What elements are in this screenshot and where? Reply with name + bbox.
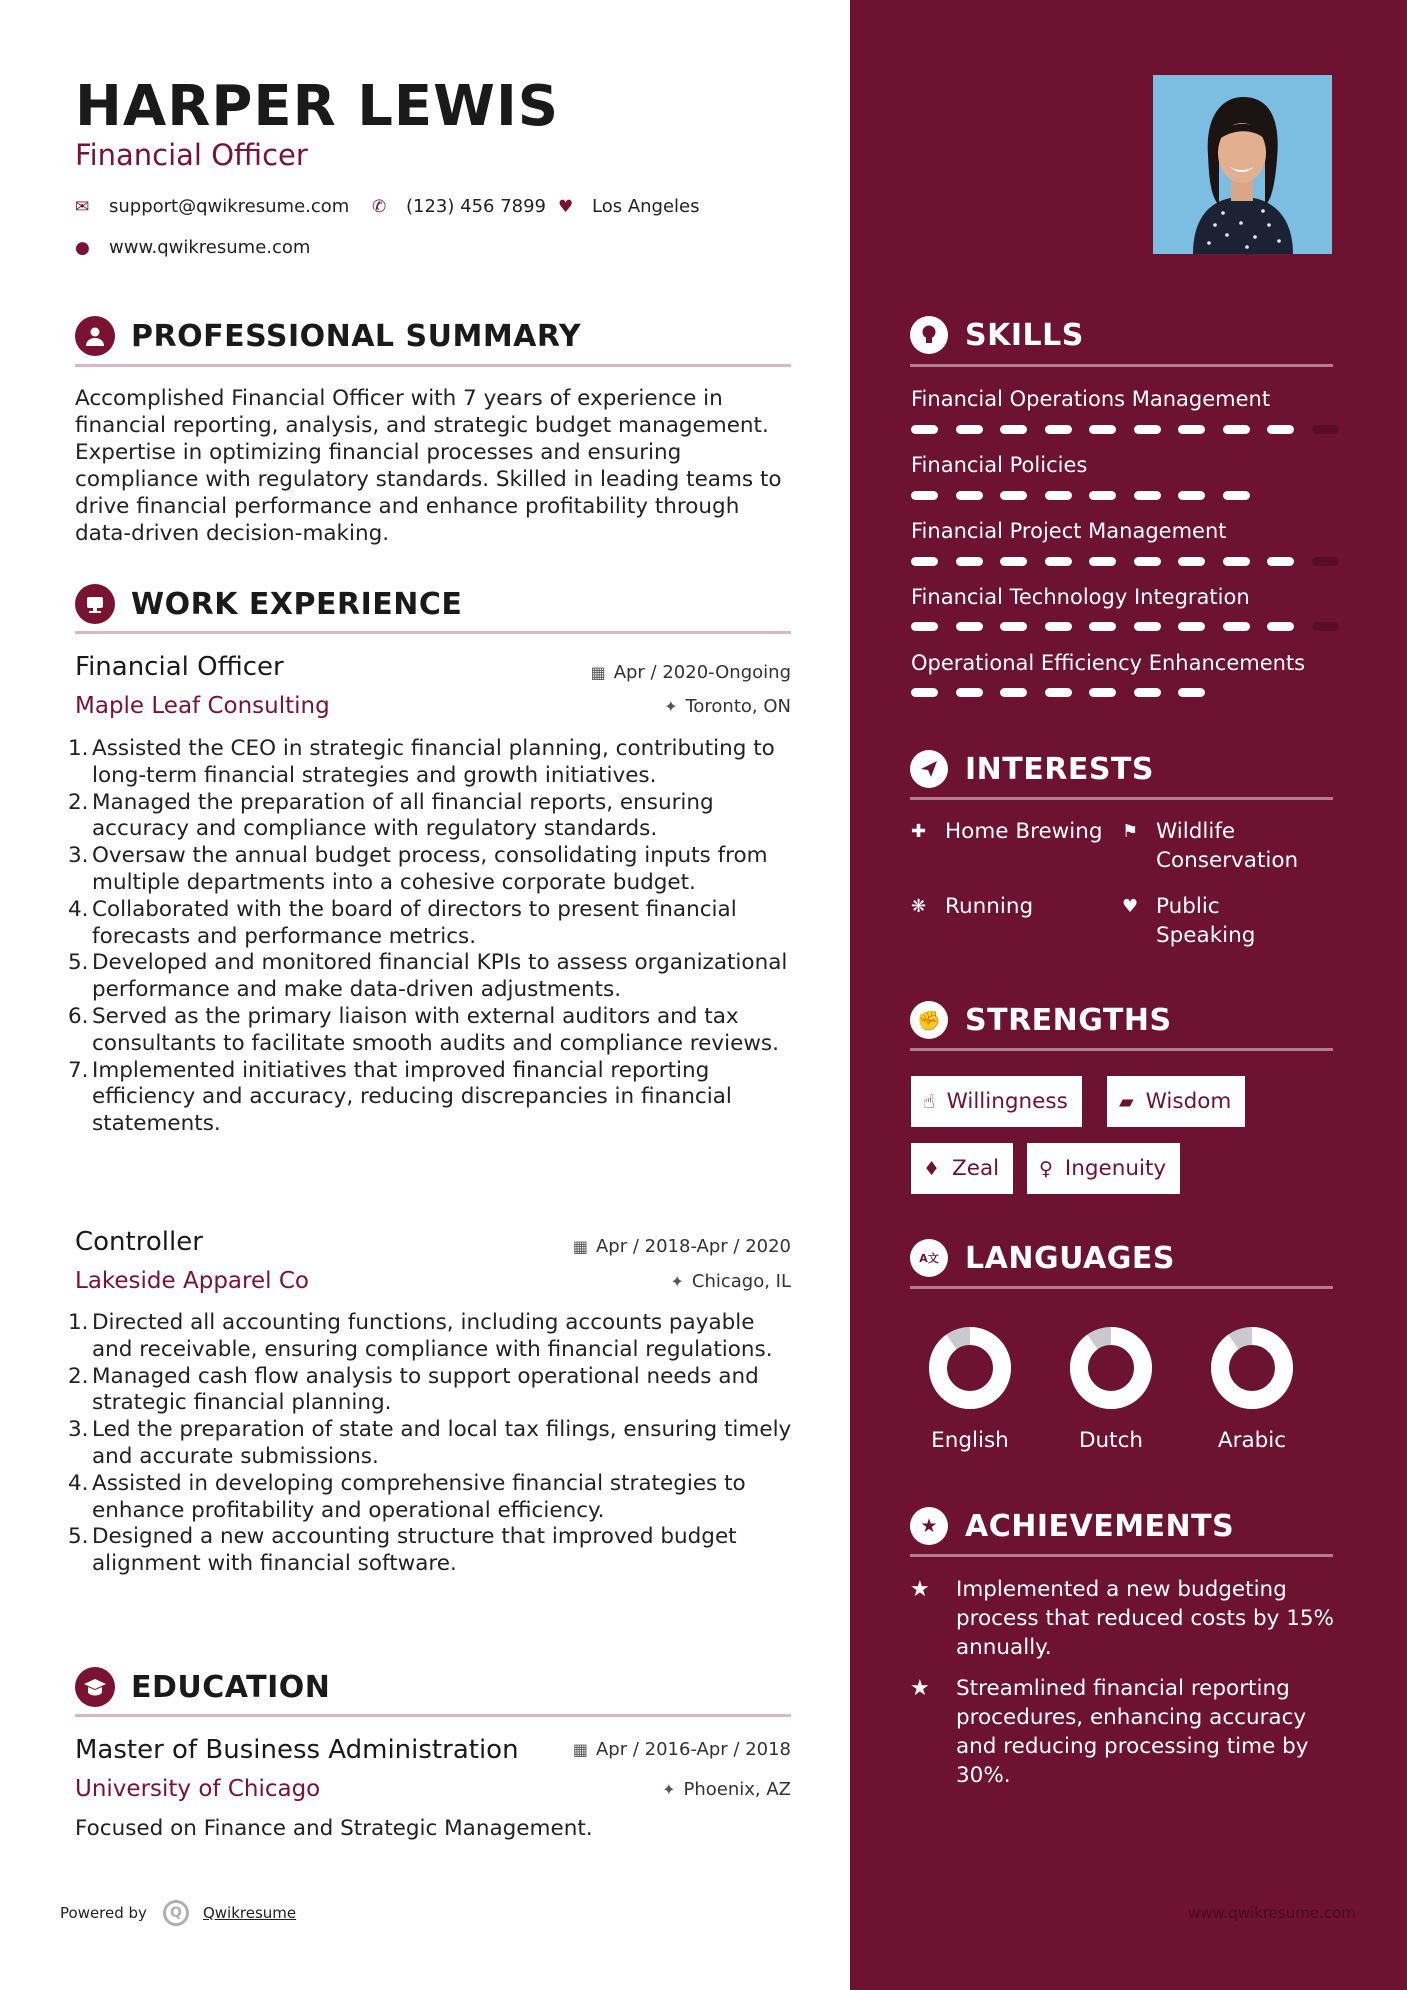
skill-level-dash bbox=[1045, 491, 1072, 500]
footer-url[interactable]: www.qwikresume.com bbox=[1188, 1904, 1356, 1922]
skill-level-dash bbox=[1178, 622, 1205, 631]
skill-level-dash bbox=[1178, 557, 1205, 566]
graduation-cap-icon bbox=[75, 1667, 115, 1707]
job-dates: ▦ Apr / 2018-Apr / 2020 bbox=[572, 1236, 791, 1257]
book-icon: ▰ bbox=[1119, 1090, 1134, 1113]
phone-text: (123) 456 7899 bbox=[406, 196, 547, 217]
profile-photo bbox=[1153, 75, 1332, 254]
skill-level-dash bbox=[1045, 425, 1072, 434]
list-item: 2. Managed the preparation of all financial reports, ensuring accuracy and compliance with regulatory standards. bbox=[68, 789, 714, 842]
skill-level-dash bbox=[1178, 425, 1205, 434]
envelope-icon: ✉ bbox=[75, 196, 90, 217]
education-title: EDUCATION bbox=[131, 1669, 331, 1705]
calendar-icon: ▦ bbox=[590, 663, 606, 682]
list-item: 1. Assisted the CEO in strategic financial planning, contributing to long-term financial strategies and growth initiatives. bbox=[68, 736, 775, 788]
flag-icon: ⚑ bbox=[1122, 821, 1139, 842]
skill-level-dash bbox=[1000, 622, 1027, 631]
location-text: Los Angeles bbox=[592, 196, 700, 217]
job-bullets bbox=[68, 1310, 798, 1578]
skill-level-dash bbox=[956, 491, 983, 500]
interest-item: ♥ Public Speaking bbox=[1122, 894, 1256, 948]
strengths-title: STRENGTHS bbox=[965, 1002, 1172, 1038]
divider bbox=[75, 364, 791, 367]
heart-icon: ♥ bbox=[1122, 896, 1139, 917]
donut-fill bbox=[1220, 1336, 1284, 1400]
education-note: Focused on Finance and Strategic Management. bbox=[75, 1816, 593, 1841]
fist-icon: ✊ bbox=[910, 1001, 948, 1039]
language-icon: A文 bbox=[910, 1239, 948, 1277]
calendar-icon: ▦ bbox=[572, 1740, 588, 1759]
education-heading bbox=[75, 1667, 330, 1707]
puzzle-icon: ✚ bbox=[911, 821, 927, 842]
pin-icon: ✦ bbox=[664, 697, 678, 716]
skill-level-dash bbox=[911, 557, 938, 566]
skill-level-dash bbox=[1045, 557, 1072, 566]
interests-title: INTERESTS bbox=[965, 751, 1154, 787]
languages-title: LANGUAGES bbox=[965, 1240, 1175, 1276]
star-icon: ★ bbox=[910, 1577, 930, 1602]
interest-item: ❋ Running bbox=[911, 894, 1034, 919]
job-company: Lakeside Apparel Co bbox=[75, 1268, 309, 1294]
skill-level-dash bbox=[1312, 425, 1339, 434]
skill-level-dash bbox=[911, 491, 938, 500]
list-item: 1. Directed all accounting functions, including accounts payable and receivable, ensuring compliance with financial regulations. bbox=[68, 1310, 773, 1362]
summary-title: PROFESSIONAL SUMMARY bbox=[131, 318, 582, 354]
experience-title: WORK EXPERIENCE bbox=[131, 586, 463, 622]
map-pin-icon: ♥ bbox=[558, 196, 574, 217]
contact-website[interactable] bbox=[75, 237, 310, 258]
interest-item: ✚ Home Brewing bbox=[911, 819, 1103, 844]
interests-heading bbox=[910, 750, 1154, 788]
brand-link[interactable]: Qwikresume bbox=[202, 1904, 297, 1922]
email-text: support@qwikresume.com bbox=[109, 196, 350, 217]
skill-level-dash bbox=[1089, 688, 1116, 697]
languages-heading bbox=[910, 1239, 1175, 1277]
skill-level-dash bbox=[1223, 491, 1250, 500]
language-name: Dutch bbox=[1078, 1428, 1144, 1453]
list-item: 5. Designed a new accounting structure that improved budget alignment with financial software. bbox=[68, 1524, 737, 1577]
divider bbox=[75, 631, 791, 634]
contact-phone[interactable] bbox=[372, 196, 546, 217]
divider bbox=[910, 797, 1333, 800]
qwikresume-logo-icon: Q bbox=[163, 1900, 189, 1926]
skill-level-dash bbox=[1089, 557, 1116, 566]
language-level-donut bbox=[1210, 1326, 1294, 1410]
strengths-heading bbox=[910, 1001, 1172, 1039]
skill-level-dash bbox=[911, 622, 938, 631]
list-item: 7. Implemented initiatives that improved financial reporting efficiency and accuracy, reducing discrepancies in financial statements. bbox=[68, 1057, 732, 1137]
skill-level-dash bbox=[1089, 425, 1116, 434]
skill-level-dash bbox=[1223, 557, 1250, 566]
list-item: 6. Served as the primary liaison with external auditors and tax consultants to facilitate smooth audits and compliance reviews. bbox=[68, 1003, 779, 1056]
education-location: ✦ Phoenix, AZ bbox=[662, 1779, 791, 1800]
achievements-title: ACHIEVEMENTS bbox=[965, 1508, 1235, 1544]
interest-item: ⚑ Wildlife Conservation bbox=[1122, 819, 1299, 873]
achievement-item: ★ Streamlined financial reporting procedures, enhancing accuracy and reducing processing time by 30%. bbox=[910, 1676, 1309, 1788]
job-location: ✦ Chicago, IL bbox=[670, 1271, 791, 1292]
job-location: ✦ Toronto, ON bbox=[664, 696, 791, 717]
website-text: www.qwikresume.com bbox=[109, 237, 311, 258]
skill-level-dash bbox=[956, 622, 983, 631]
contact-location bbox=[558, 196, 700, 217]
skill-level-dash bbox=[1312, 622, 1339, 631]
pin-icon: ✦ bbox=[670, 1272, 684, 1291]
skill-level-dash bbox=[1000, 425, 1027, 434]
language-level-donut bbox=[1069, 1326, 1153, 1410]
user-icon bbox=[75, 316, 115, 356]
skill-level-dash bbox=[1134, 491, 1161, 500]
skill-level-dash bbox=[956, 425, 983, 434]
language-name: English bbox=[931, 1428, 1009, 1453]
strength-chip: ☝ Willingness bbox=[911, 1076, 1082, 1127]
skill-level-dash bbox=[1134, 688, 1161, 697]
skill-level-dash bbox=[1089, 491, 1116, 500]
skill-level-dash bbox=[1267, 425, 1294, 434]
language-level-donut bbox=[928, 1326, 1012, 1410]
education-dates: ▦ Apr / 2016-Apr / 2018 bbox=[572, 1739, 791, 1760]
degree-title: Master of Business Administration bbox=[75, 1735, 519, 1765]
pin-icon: ✦ bbox=[662, 1780, 676, 1799]
job-company: Maple Leaf Consulting bbox=[75, 693, 330, 719]
summary-heading bbox=[75, 316, 581, 356]
star-badge-icon: ★ bbox=[910, 1507, 948, 1545]
thumbs-up-icon: ☝ bbox=[923, 1090, 935, 1113]
skills-title: SKILLS bbox=[965, 317, 1084, 353]
flame-icon: ♦ bbox=[923, 1157, 941, 1180]
skill-name: Operational Efficiency Enhancements bbox=[911, 651, 1306, 675]
job-dates: ▦ Apr / 2020-Ongoing bbox=[590, 662, 791, 683]
skill-level-dash bbox=[1000, 491, 1027, 500]
skill-level-dash bbox=[1134, 557, 1161, 566]
skill-level-dash bbox=[1000, 557, 1027, 566]
divider bbox=[75, 1714, 791, 1717]
skill-level-dash bbox=[1223, 622, 1250, 631]
skill-level-dash bbox=[1267, 622, 1294, 631]
skill-level-dash bbox=[911, 425, 938, 434]
skill-level-dash bbox=[911, 688, 938, 697]
divider bbox=[910, 364, 1333, 367]
contact-email[interactable] bbox=[75, 196, 349, 217]
skill-level-dash bbox=[1267, 557, 1294, 566]
skill-level-dash bbox=[956, 688, 983, 697]
skill-level-dash bbox=[1178, 688, 1205, 697]
skill-name: Financial Operations Management bbox=[911, 387, 1271, 411]
divider bbox=[910, 1286, 1333, 1289]
list-item: 5. Developed and monitored financial KPIs to assess organizational performance and make data-driven adjustments. bbox=[68, 950, 788, 1003]
skills-heading bbox=[910, 316, 1084, 354]
strength-chip: ♀ Ingenuity bbox=[1027, 1143, 1180, 1194]
job-title: Financial Officer bbox=[75, 652, 284, 682]
skill-level-dash bbox=[1000, 688, 1027, 697]
star-icon: ★ bbox=[910, 1676, 930, 1701]
candidate-name: HARPER LEWIS bbox=[75, 74, 560, 139]
school-name: University of Chicago bbox=[75, 1776, 321, 1802]
briefcase-icon bbox=[75, 584, 115, 624]
job-bullets bbox=[68, 736, 798, 1138]
skill-level-dash bbox=[1312, 557, 1339, 566]
strength-chip: ♦ Zeal bbox=[911, 1143, 1013, 1194]
powered-by-label: Powered by bbox=[60, 1904, 147, 1922]
achievement-item: ★ Implemented a new budgeting process that reduced costs by 15% annually. bbox=[910, 1577, 1334, 1660]
list-item: 4. Assisted in developing comprehensive financial strategies to enhance profitability and operational efficiency. bbox=[68, 1470, 746, 1523]
strength-chip: ▰ Wisdom bbox=[1107, 1076, 1245, 1127]
candidate-role: Financial Officer bbox=[75, 138, 308, 172]
divider bbox=[910, 1554, 1333, 1557]
list-item: 2. Managed cash flow analysis to support operational needs and strategic financial planning. bbox=[68, 1363, 759, 1416]
paper-plane-icon bbox=[910, 750, 948, 788]
skill-level-dash bbox=[1134, 622, 1161, 631]
skill-level-dash bbox=[1045, 622, 1072, 631]
experience-heading bbox=[75, 584, 462, 624]
divider bbox=[910, 1048, 1333, 1051]
skill-name: Financial Project Management bbox=[911, 519, 1227, 543]
phone-icon: ✆ bbox=[372, 196, 387, 217]
list-item: 3. Led the preparation of state and local tax filings, ensuring timely and accurate submissions. bbox=[68, 1417, 792, 1469]
skill-name: Financial Policies bbox=[911, 453, 1088, 477]
donut-fill bbox=[938, 1336, 1002, 1400]
globe-icon: ● bbox=[75, 237, 90, 258]
job-title: Controller bbox=[75, 1227, 203, 1257]
skill-name: Financial Technology Integration bbox=[911, 585, 1250, 609]
skill-level-dash bbox=[1223, 425, 1250, 434]
paw-icon: ❋ bbox=[911, 896, 927, 917]
lightbulb-icon bbox=[910, 316, 948, 354]
list-item: 3. Oversaw the annual budget process, consolidating inputs from multiple departments into a cohesive corporate budget. bbox=[68, 843, 768, 895]
skill-level-dash bbox=[956, 557, 983, 566]
lightbulb-icon: ♀ bbox=[1039, 1157, 1053, 1180]
list-item: 4. Collaborated with the board of directors to present financial forecasts and performance metrics. bbox=[68, 896, 737, 949]
summary-text: Accomplished Financial Officer with 7 years of experience in financial reporting, analysis, and strategic budget management. Expertise in optimizing financial processes and ensuring compliance with regulatory standards. Skilled in leading teams to drive financial performance and enhance profitability through data-driven decision-making. bbox=[75, 386, 782, 546]
skill-level-dash bbox=[1089, 622, 1116, 631]
achievements-heading bbox=[910, 1507, 1234, 1545]
powered-by[interactable] bbox=[60, 1900, 296, 1926]
calendar-icon: ▦ bbox=[572, 1237, 588, 1256]
skill-level-dash bbox=[1045, 688, 1072, 697]
skill-level-dash bbox=[1134, 425, 1161, 434]
language-name: Arabic bbox=[1217, 1428, 1287, 1453]
donut-fill bbox=[1079, 1336, 1143, 1400]
skill-level-dash bbox=[1178, 491, 1205, 500]
